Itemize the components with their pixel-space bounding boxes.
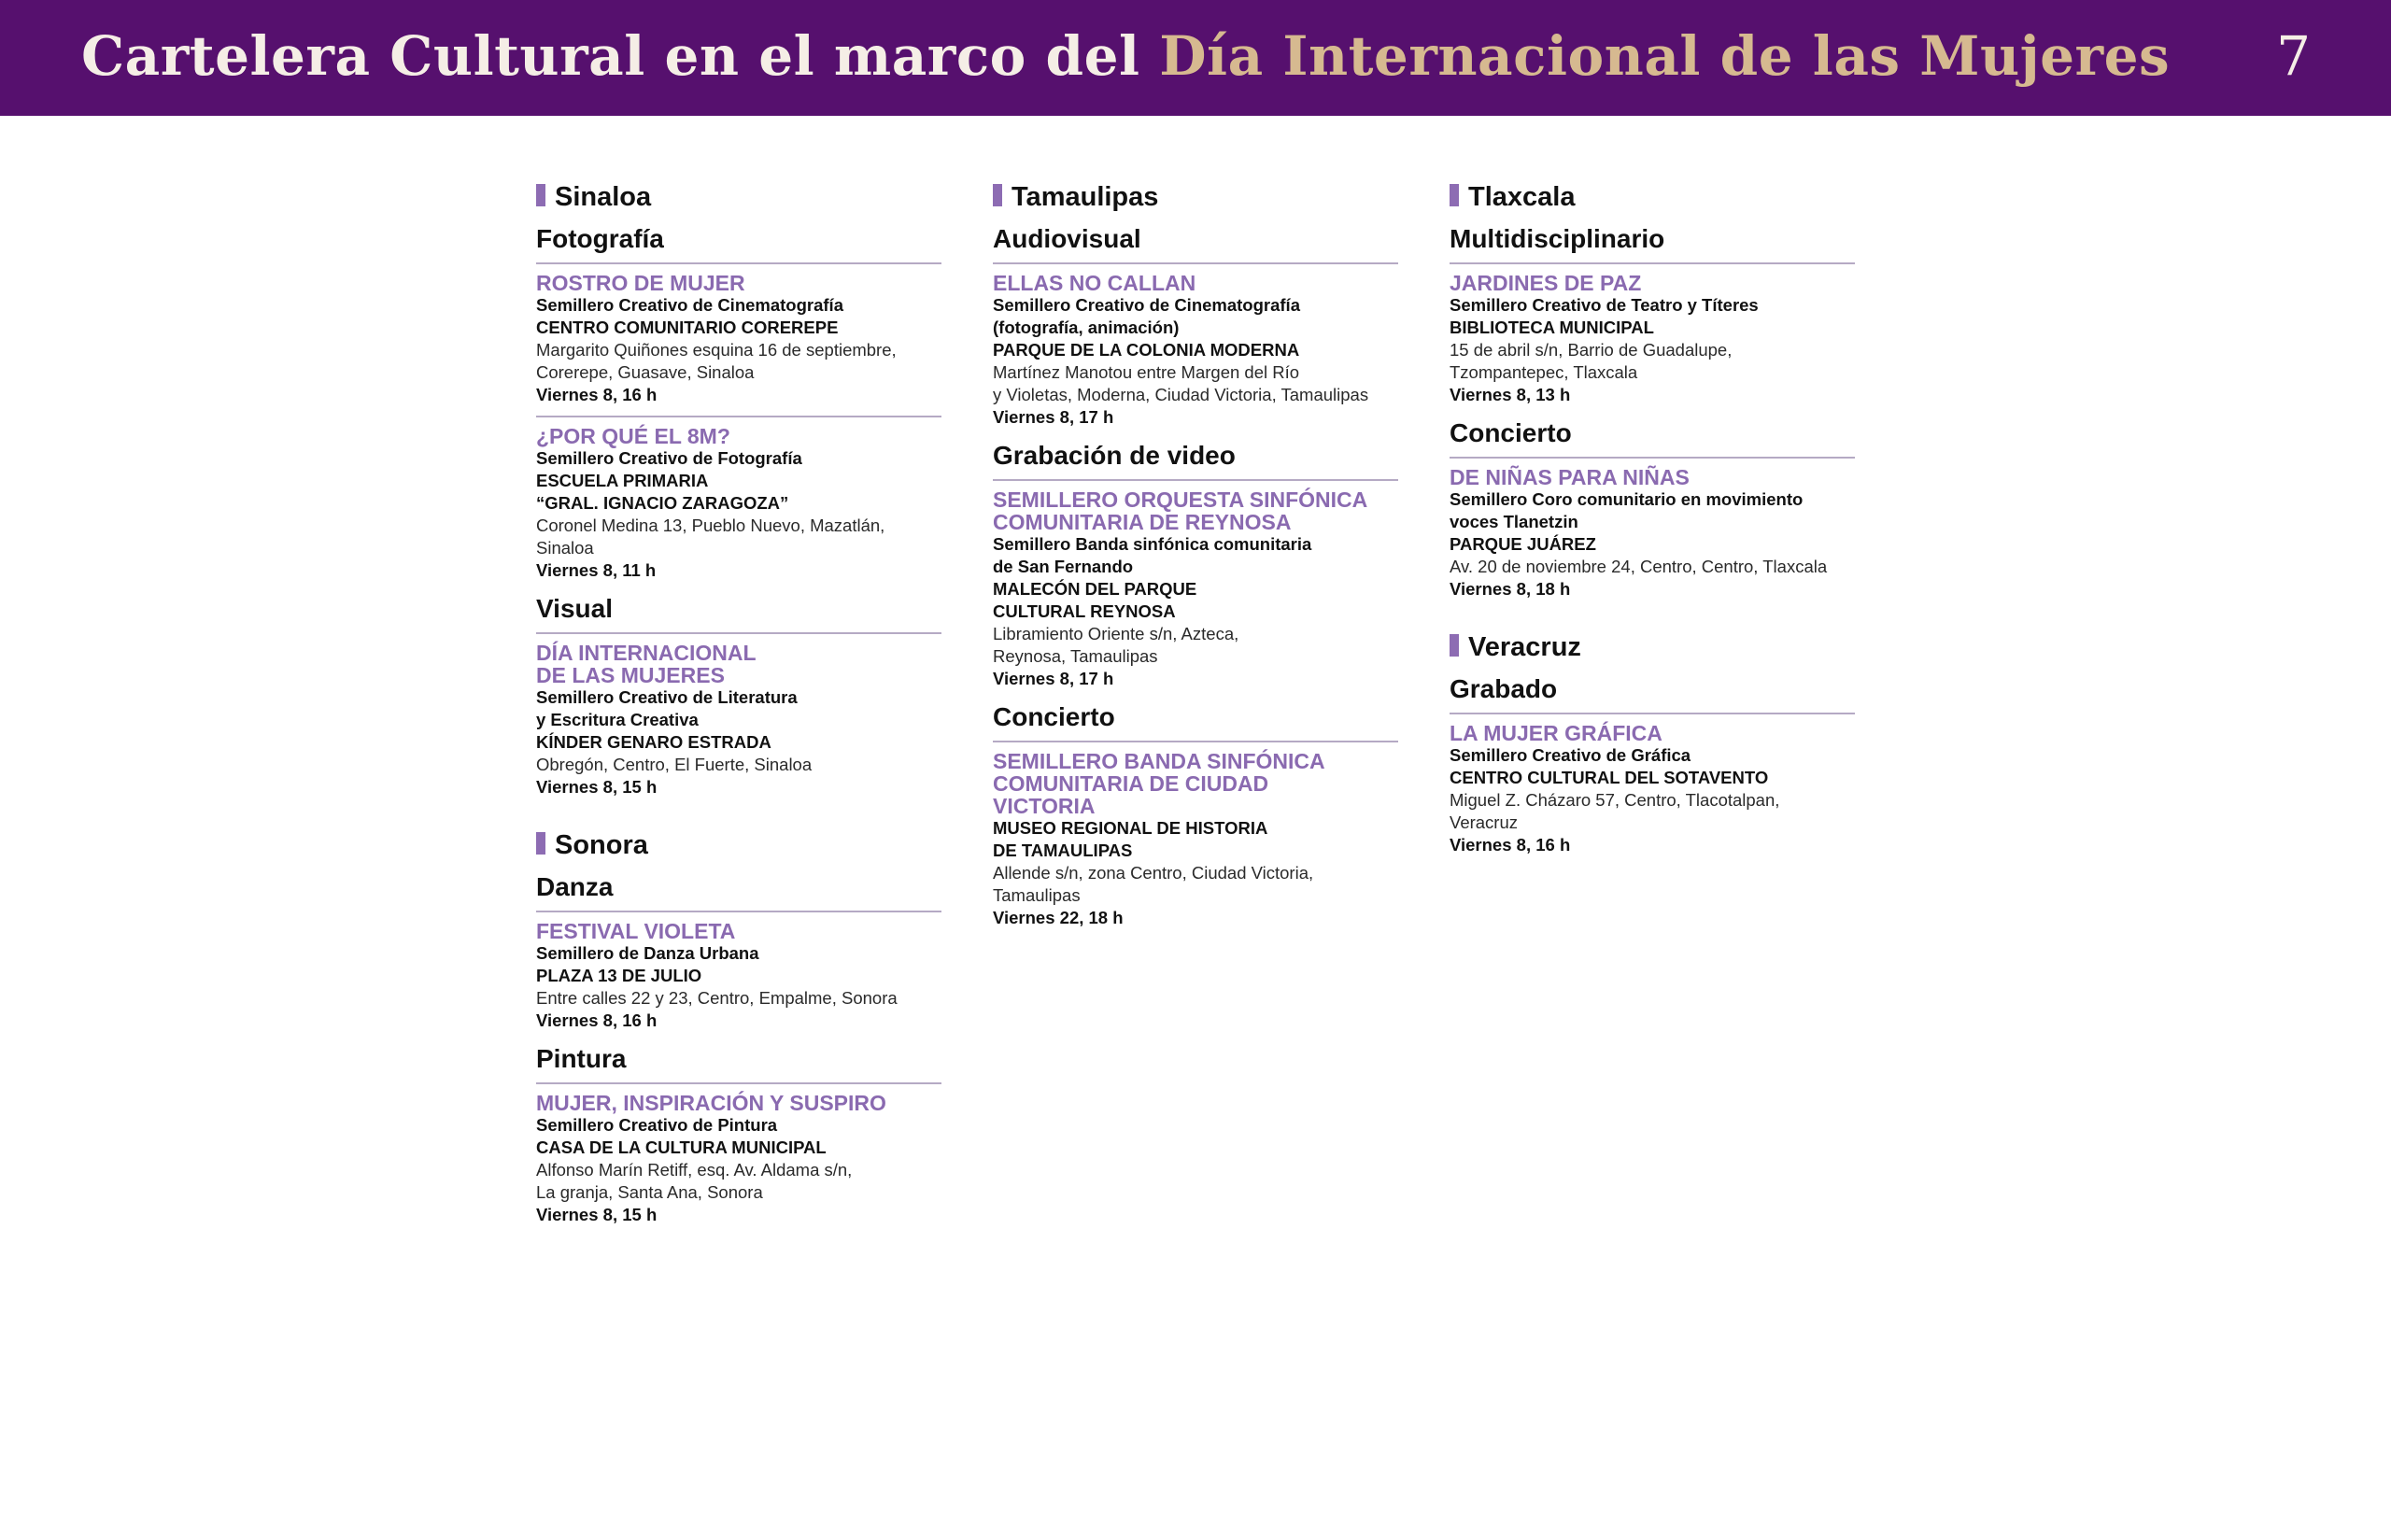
discipline-heading: Danza	[536, 871, 941, 912]
event-address: Libramiento Oriente s/n, Azteca,	[993, 624, 1239, 643]
event-item	[536, 912, 941, 1032]
event-venue: BIBLIOTECA MUNICIPAL	[1450, 318, 1654, 337]
event-title: FESTIVAL VIOLETA	[536, 919, 736, 943]
event-title: SEMILLERO ORQUESTA SINFÓNICA	[993, 487, 1368, 512]
page-number: 7	[2276, 24, 2311, 88]
event-title: VICTORIA	[993, 794, 1096, 818]
event-list	[1450, 264, 1855, 406]
event-title: DE LAS MUJERES	[536, 663, 725, 687]
column-3	[1450, 180, 1855, 856]
event-program: Semillero Creativo de Fotografía	[536, 448, 802, 468]
column-2	[993, 180, 1398, 929]
event-date: Viernes 8, 18 h	[1450, 579, 1571, 599]
event-venue: CENTRO CULTURAL DEL SOTAVENTO	[1450, 768, 1769, 787]
event-program: (fotografía, animación)	[993, 318, 1180, 337]
page-header	[0, 0, 2391, 116]
event-program: Semillero Creativo de Literatura	[536, 687, 798, 707]
event-title: ¿POR QUÉ EL 8M?	[536, 424, 730, 448]
event-program: voces Tlanetzin	[1450, 512, 1578, 531]
event-item	[1450, 459, 1855, 600]
discipline-heading: Concierto	[1450, 417, 1855, 459]
event-date: Viernes 8, 16 h	[536, 1010, 658, 1030]
event-date: Viernes 8, 16 h	[536, 385, 658, 404]
discipline-heading: Multidisciplinario	[1450, 223, 1855, 264]
event-title: COMUNITARIA DE REYNOSA	[993, 510, 1292, 534]
event-venue: CASA DE LA CULTURA MUNICIPAL	[536, 1137, 827, 1157]
event-title: ELLAS NO CALLAN	[993, 271, 1196, 295]
event-date: Viernes 8, 11 h	[536, 560, 657, 580]
discipline-heading: Grabación de video	[993, 440, 1398, 481]
event-list	[993, 264, 1398, 429]
event-date: Viernes 8, 17 h	[993, 669, 1114, 688]
event-program: Semillero Creativo de Cinematografía	[993, 295, 1300, 315]
event-list	[1450, 714, 1855, 856]
discipline-heading: Audiovisual	[993, 223, 1398, 264]
event-address: Corerepe, Guasave, Sinaloa	[536, 362, 755, 382]
event-list	[536, 634, 941, 798]
event-item	[536, 634, 941, 798]
event-venue: ESCUELA PRIMARIA	[536, 471, 709, 490]
state-section	[993, 180, 1398, 929]
event-address: Coronel Medina 13, Pueblo Nuevo, Mazatlán,	[536, 516, 885, 535]
state-section	[536, 180, 941, 798]
event-address: Obregón, Centro, El Fuerte, Sinaloa	[536, 755, 813, 774]
event-address: Tzompantepec, Tlaxcala	[1450, 362, 1638, 382]
event-title: SEMILLERO BANDA SINFÓNICA	[993, 749, 1325, 773]
event-item	[536, 416, 941, 582]
event-item	[1450, 264, 1855, 406]
event-venue: PARQUE DE LA COLONIA MODERNA	[993, 340, 1300, 360]
state-heading: Sonora	[536, 828, 941, 862]
event-program: Semillero Banda sinfónica comunitaria	[993, 534, 1312, 554]
page-title-prefix: Cartelera Cultural en el marco del	[81, 24, 1160, 88]
event-item	[993, 742, 1398, 929]
event-venue: MALECÓN DEL PARQUE	[993, 579, 1197, 599]
event-title: ROSTRO DE MUJER	[536, 271, 745, 295]
event-program: Semillero Creativo de Pintura	[536, 1115, 778, 1135]
event-venue: “GRAL. IGNACIO ZARAGOZA”	[536, 493, 789, 513]
event-address: Tamaulipas	[993, 885, 1081, 905]
event-list	[536, 264, 941, 582]
state-section	[536, 828, 941, 1226]
discipline-heading: Fotografía	[536, 223, 941, 264]
event-address: Allende s/n, zona Centro, Ciudad Victoria,	[993, 863, 1314, 883]
event-date: Viernes 8, 15 h	[536, 1205, 658, 1224]
event-item	[536, 1084, 941, 1226]
event-date: Viernes 8, 17 h	[993, 407, 1114, 427]
event-item	[1450, 714, 1855, 856]
event-list	[1450, 459, 1855, 600]
state-heading: Veracruz	[1450, 630, 1855, 664]
event-address: La granja, Santa Ana, Sonora	[536, 1182, 763, 1202]
event-title: JARDINES DE PAZ	[1450, 271, 1642, 295]
event-address: Alfonso Marín Retiff, esq. Av. Aldama s/n,	[536, 1160, 853, 1180]
event-venue: CENTRO COMUNITARIO COREREPE	[536, 318, 839, 337]
event-date: Viernes 8, 15 h	[536, 777, 658, 797]
page-title-accent: Día Internacional de las Mujeres	[1159, 24, 2171, 88]
state-section	[1450, 180, 1855, 600]
event-title: DE NIÑAS PARA NIÑAS	[1450, 465, 1690, 489]
event-venue: KÍNDER GENARO ESTRADA	[536, 732, 771, 752]
event-venue: PLAZA 13 DE JULIO	[536, 966, 702, 985]
state-heading: Sinaloa	[536, 180, 941, 214]
event-program: Semillero Coro comunitario en movimiento	[1450, 489, 1804, 509]
event-address: Martínez Manotou entre Margen del Río	[993, 362, 1300, 382]
event-venue: PARQUE JUÁREZ	[1450, 534, 1596, 554]
event-list	[536, 1084, 941, 1226]
event-title: COMUNITARIA DE CIUDAD	[993, 771, 1269, 796]
event-list	[993, 481, 1398, 690]
event-program: Semillero de Danza Urbana	[536, 943, 759, 963]
event-title: LA MUJER GRÁFICA	[1450, 721, 1662, 745]
event-title: MUJER, INSPIRACIÓN Y SUSPIRO	[536, 1091, 886, 1115]
event-address: Veracruz	[1450, 812, 1519, 832]
state-heading: Tamaulipas	[993, 180, 1398, 214]
event-address: Entre calles 22 y 23, Centro, Empalme, Sonora	[536, 988, 898, 1008]
event-address: 15 de abril s/n, Barrio de Guadalupe,	[1450, 340, 1733, 360]
event-address: Reynosa, Tamaulipas	[993, 646, 1158, 666]
event-address: Miguel Z. Cházaro 57, Centro, Tlacotalpan,	[1450, 790, 1780, 810]
event-item	[536, 264, 941, 406]
state-heading: Tlaxcala	[1450, 180, 1855, 214]
event-program: Semillero Creativo de Cinematografía	[536, 295, 843, 315]
state-section	[1450, 630, 1855, 856]
event-venue: CULTURAL REYNOSA	[993, 601, 1176, 621]
event-program: Semillero Creativo de Gráfica	[1450, 745, 1691, 765]
page-title	[81, 21, 2170, 92]
event-title: DÍA INTERNACIONAL	[536, 641, 757, 665]
event-venue: DE TAMAULIPAS	[993, 841, 1133, 860]
column-1	[536, 180, 941, 1226]
event-program: Semillero Creativo de Teatro y Títeres	[1450, 295, 1759, 315]
discipline-heading: Grabado	[1450, 673, 1855, 714]
event-list	[536, 912, 941, 1032]
event-date: Viernes 8, 13 h	[1450, 385, 1571, 404]
event-address: Av. 20 de noviembre 24, Centro, Centro, Tlaxcala	[1450, 557, 1828, 576]
discipline-heading: Concierto	[993, 701, 1398, 742]
discipline-heading: Visual	[536, 593, 941, 634]
event-list	[993, 742, 1398, 929]
event-address: Margarito Quiñones esquina 16 de septiembre,	[536, 340, 897, 360]
discipline-heading: Pintura	[536, 1043, 941, 1084]
event-item	[993, 481, 1398, 690]
event-program: y Escritura Creativa	[536, 710, 699, 729]
event-item	[993, 264, 1398, 429]
event-address: Sinaloa	[536, 538, 594, 558]
event-address: y Violetas, Moderna, Ciudad Victoria, Tamaulipas	[993, 385, 1369, 404]
event-date: Viernes 22, 18 h	[993, 908, 1124, 927]
event-venue: MUSEO REGIONAL DE HISTORIA	[993, 818, 1268, 838]
event-program: de San Fernando	[993, 557, 1134, 576]
event-date: Viernes 8, 16 h	[1450, 835, 1571, 855]
